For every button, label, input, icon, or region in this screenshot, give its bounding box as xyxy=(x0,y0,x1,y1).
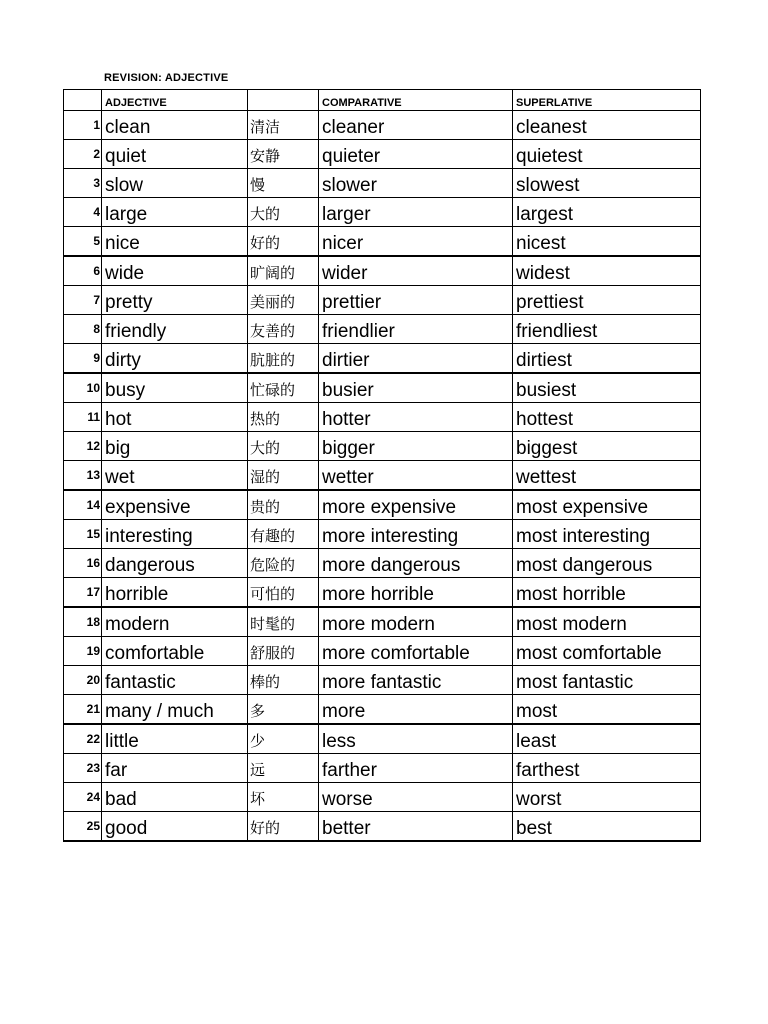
header-row xyxy=(64,90,701,111)
row-number: 25 xyxy=(64,812,102,842)
table-row xyxy=(64,344,701,374)
adjective-cell: friendly xyxy=(102,315,248,344)
table-row xyxy=(64,695,701,725)
table-row xyxy=(64,607,701,637)
table-row xyxy=(64,256,701,286)
row-number: 5 xyxy=(64,227,102,257)
comparative-cell: cleaner xyxy=(319,111,513,140)
table-row xyxy=(64,227,701,257)
superlative-cell: cleanest xyxy=(513,111,701,140)
row-number: 19 xyxy=(64,637,102,666)
comparative-cell: more comfortable xyxy=(319,637,513,666)
header-num xyxy=(64,90,102,111)
superlative-cell: worst xyxy=(513,783,701,812)
table-row xyxy=(64,198,701,227)
chinese-cell: 热的 xyxy=(248,403,319,432)
superlative-cell: most modern xyxy=(513,607,701,637)
chinese-cell: 棒的 xyxy=(248,666,319,695)
chinese-cell: 肮脏的 xyxy=(248,344,319,374)
adjective-cell: dirty xyxy=(102,344,248,374)
adjective-cell: nice xyxy=(102,227,248,257)
row-number: 10 xyxy=(64,373,102,403)
comparative-cell: less xyxy=(319,724,513,754)
chinese-cell: 舒服的 xyxy=(248,637,319,666)
header-chinese xyxy=(248,90,319,111)
header-comparative: COMPARATIVE xyxy=(319,90,513,111)
comparative-cell: more dangerous xyxy=(319,549,513,578)
superlative-cell: biggest xyxy=(513,432,701,461)
chinese-cell: 好的 xyxy=(248,812,319,842)
row-number: 3 xyxy=(64,169,102,198)
superlative-cell: least xyxy=(513,724,701,754)
superlative-cell: largest xyxy=(513,198,701,227)
comparative-cell: nicer xyxy=(319,227,513,257)
chinese-cell: 时髦的 xyxy=(248,607,319,637)
table-row xyxy=(64,373,701,403)
superlative-cell: busiest xyxy=(513,373,701,403)
adjective-cell: hot xyxy=(102,403,248,432)
adjective-cell: wet xyxy=(102,461,248,491)
superlative-cell: widest xyxy=(513,256,701,286)
table-body xyxy=(64,90,701,842)
adjective-cell: modern xyxy=(102,607,248,637)
adjective-cell: quiet xyxy=(102,140,248,169)
table-row xyxy=(64,490,701,520)
chinese-cell: 忙碌的 xyxy=(248,373,319,403)
table-row xyxy=(64,783,701,812)
adjective-cell: horrible xyxy=(102,578,248,608)
chinese-cell: 多 xyxy=(248,695,319,725)
superlative-cell: quietest xyxy=(513,140,701,169)
comparative-cell: hotter xyxy=(319,403,513,432)
row-number: 8 xyxy=(64,315,102,344)
table-row xyxy=(64,286,701,315)
adjective-table xyxy=(63,89,701,842)
comparative-cell: more horrible xyxy=(319,578,513,608)
row-number: 13 xyxy=(64,461,102,491)
comparative-cell: more expensive xyxy=(319,490,513,520)
adjective-cell: fantastic xyxy=(102,666,248,695)
row-number: 7 xyxy=(64,286,102,315)
adjective-cell: comfortable xyxy=(102,637,248,666)
superlative-cell: most horrible xyxy=(513,578,701,608)
adjective-cell: good xyxy=(102,812,248,842)
comparative-cell: friendlier xyxy=(319,315,513,344)
chinese-cell: 好的 xyxy=(248,227,319,257)
table-row xyxy=(64,578,701,608)
row-number: 9 xyxy=(64,344,102,374)
row-number: 6 xyxy=(64,256,102,286)
chinese-cell: 慢 xyxy=(248,169,319,198)
row-number: 21 xyxy=(64,695,102,725)
comparative-cell: better xyxy=(319,812,513,842)
table-row xyxy=(64,637,701,666)
chinese-cell: 坏 xyxy=(248,783,319,812)
chinese-cell: 美丽的 xyxy=(248,286,319,315)
table-row xyxy=(64,724,701,754)
row-number: 24 xyxy=(64,783,102,812)
adjective-cell: many / much xyxy=(102,695,248,725)
adjective-cell: big xyxy=(102,432,248,461)
adjective-cell: interesting xyxy=(102,520,248,549)
table-row xyxy=(64,403,701,432)
comparative-cell: larger xyxy=(319,198,513,227)
superlative-cell: wettest xyxy=(513,461,701,491)
chinese-cell: 少 xyxy=(248,724,319,754)
chinese-cell: 旷阔的 xyxy=(248,256,319,286)
comparative-cell: wetter xyxy=(319,461,513,491)
superlative-cell: most comfortable xyxy=(513,637,701,666)
table-row xyxy=(64,432,701,461)
superlative-cell: best xyxy=(513,812,701,842)
adjective-cell: large xyxy=(102,198,248,227)
row-number: 20 xyxy=(64,666,102,695)
row-number: 1 xyxy=(64,111,102,140)
row-number: 12 xyxy=(64,432,102,461)
adjective-cell: little xyxy=(102,724,248,754)
chinese-cell: 大的 xyxy=(248,432,319,461)
comparative-cell: bigger xyxy=(319,432,513,461)
chinese-cell: 大的 xyxy=(248,198,319,227)
superlative-cell: prettiest xyxy=(513,286,701,315)
adjective-cell: far xyxy=(102,754,248,783)
adjective-cell: pretty xyxy=(102,286,248,315)
comparative-cell: quieter xyxy=(319,140,513,169)
chinese-cell: 友善的 xyxy=(248,315,319,344)
adjective-cell: slow xyxy=(102,169,248,198)
row-number: 14 xyxy=(64,490,102,520)
comparative-cell: more modern xyxy=(319,607,513,637)
adjective-cell: clean xyxy=(102,111,248,140)
row-number: 15 xyxy=(64,520,102,549)
comparative-cell: more xyxy=(319,695,513,725)
row-number: 4 xyxy=(64,198,102,227)
row-number: 23 xyxy=(64,754,102,783)
row-number: 2 xyxy=(64,140,102,169)
table-row xyxy=(64,315,701,344)
table-row xyxy=(64,169,701,198)
comparative-cell: busier xyxy=(319,373,513,403)
table-row xyxy=(64,520,701,549)
superlative-cell: nicest xyxy=(513,227,701,257)
chinese-cell: 远 xyxy=(248,754,319,783)
superlative-cell: friendliest xyxy=(513,315,701,344)
comparative-cell: wider xyxy=(319,256,513,286)
table-row xyxy=(64,812,701,842)
chinese-cell: 有趣的 xyxy=(248,520,319,549)
chinese-cell: 清洁 xyxy=(248,111,319,140)
adjective-cell: wide xyxy=(102,256,248,286)
comparative-cell: dirtier xyxy=(319,344,513,374)
superlative-cell: hottest xyxy=(513,403,701,432)
table-row xyxy=(64,754,701,783)
row-number: 18 xyxy=(64,607,102,637)
row-number: 16 xyxy=(64,549,102,578)
comparative-cell: farther xyxy=(319,754,513,783)
row-number: 17 xyxy=(64,578,102,608)
chinese-cell: 危险的 xyxy=(248,549,319,578)
adjective-cell: bad xyxy=(102,783,248,812)
sheet-title: REVISION: ADJECTIVE xyxy=(104,72,229,84)
superlative-cell: dirtiest xyxy=(513,344,701,374)
comparative-cell: slower xyxy=(319,169,513,198)
header-adjective: ADJECTIVE xyxy=(102,90,248,111)
chinese-cell: 可怕的 xyxy=(248,578,319,608)
adjective-cell: busy xyxy=(102,373,248,403)
table-row xyxy=(64,666,701,695)
superlative-cell: most fantastic xyxy=(513,666,701,695)
adjective-cell: expensive xyxy=(102,490,248,520)
superlative-cell: farthest xyxy=(513,754,701,783)
chinese-cell: 安静 xyxy=(248,140,319,169)
superlative-cell: most xyxy=(513,695,701,725)
row-number: 22 xyxy=(64,724,102,754)
table-row xyxy=(64,461,701,491)
table-row xyxy=(64,111,701,140)
row-number: 11 xyxy=(64,403,102,432)
superlative-cell: slowest xyxy=(513,169,701,198)
comparative-cell: more interesting xyxy=(319,520,513,549)
superlative-cell: most interesting xyxy=(513,520,701,549)
superlative-cell: most dangerous xyxy=(513,549,701,578)
comparative-cell: more fantastic xyxy=(319,666,513,695)
chinese-cell: 贵的 xyxy=(248,490,319,520)
adjective-cell: dangerous xyxy=(102,549,248,578)
superlative-cell: most expensive xyxy=(513,490,701,520)
chinese-cell: 湿的 xyxy=(248,461,319,491)
table-row xyxy=(64,140,701,169)
header-superlative: SUPERLATIVE xyxy=(513,90,701,111)
comparative-cell: prettier xyxy=(319,286,513,315)
comparative-cell: worse xyxy=(319,783,513,812)
table-row xyxy=(64,549,701,578)
